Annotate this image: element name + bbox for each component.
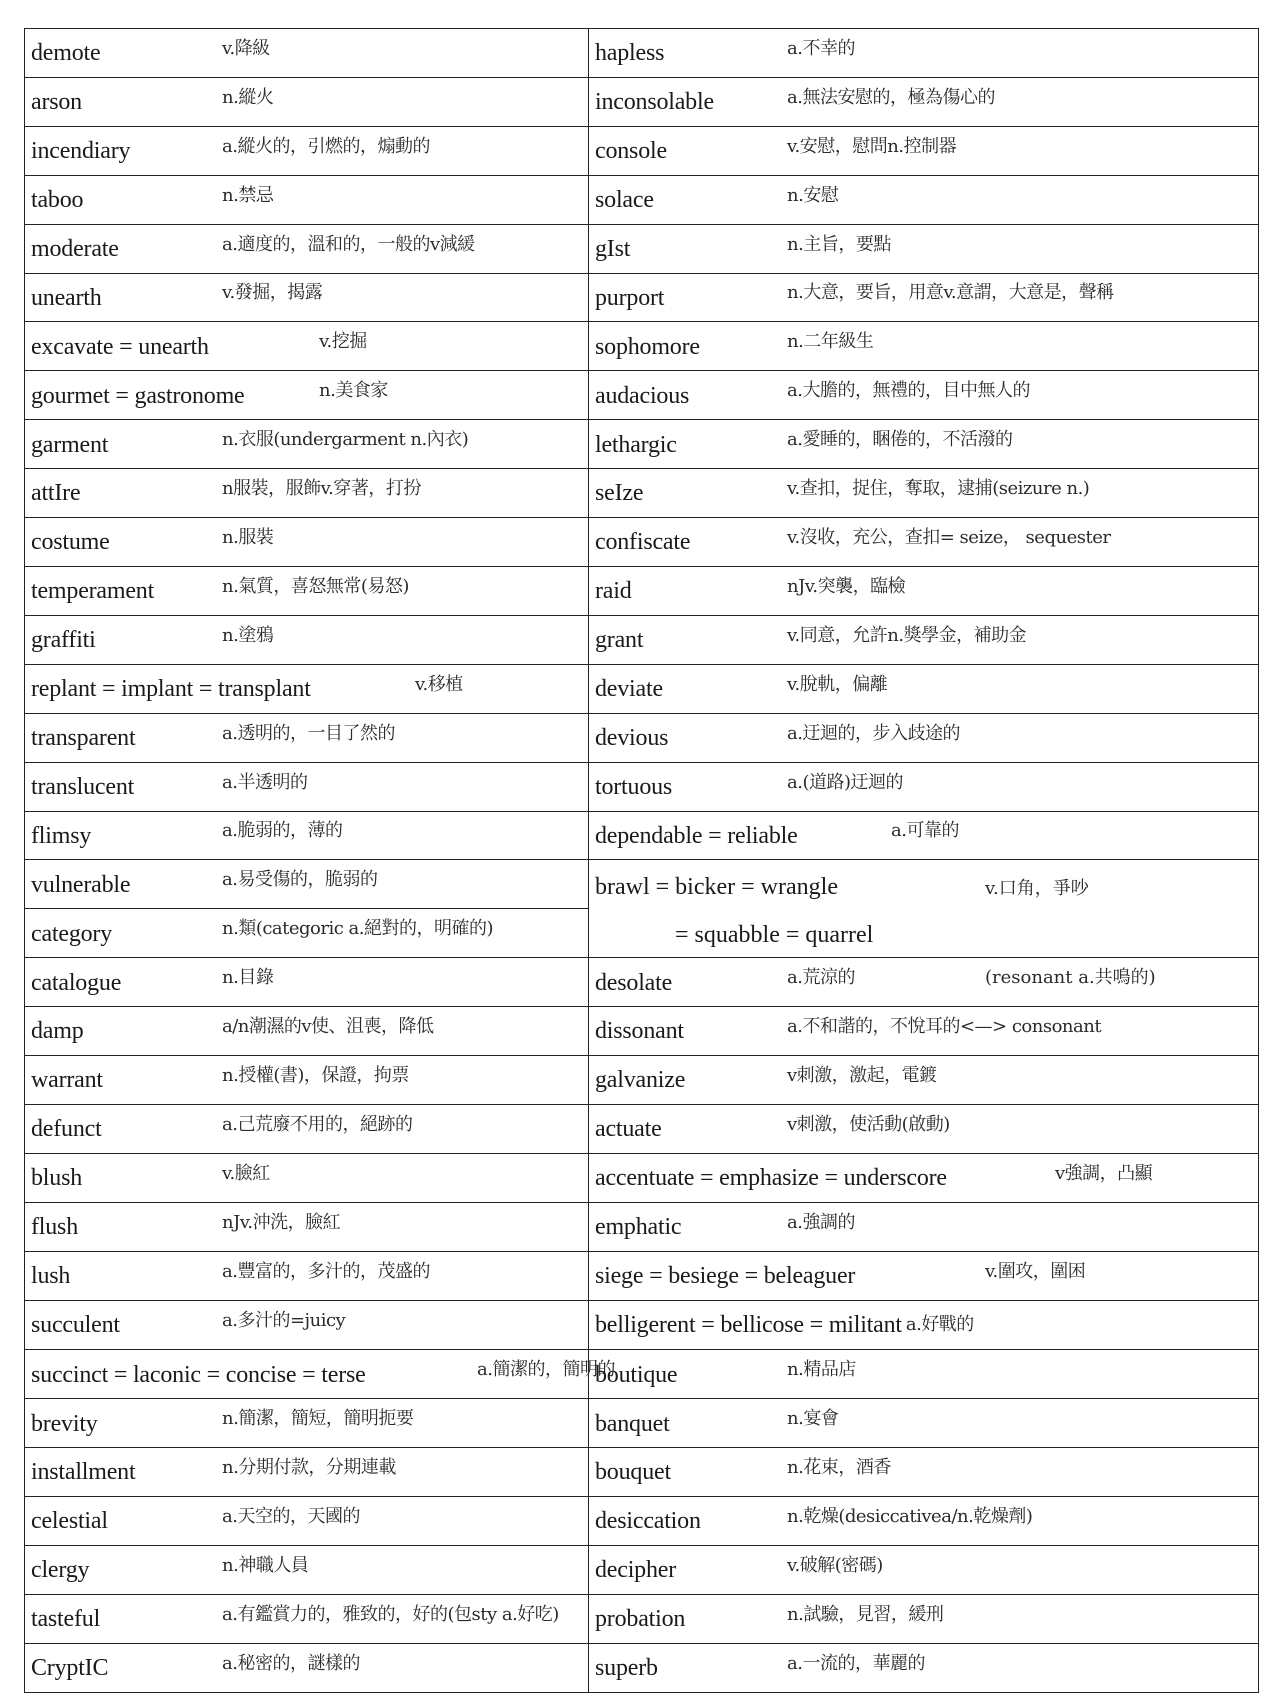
entry-definition: a.秘密的，謎樣的 xyxy=(222,1652,360,1674)
entry-cell-left xyxy=(25,566,589,615)
entry-word: blush xyxy=(31,1165,83,1192)
table-row xyxy=(25,1399,1259,1448)
table-row xyxy=(25,126,1259,175)
table-row xyxy=(25,811,1259,860)
entry-definition: n.分期付款，分期連載 xyxy=(222,1456,396,1478)
table-row xyxy=(25,1056,1259,1105)
entry-word: garment xyxy=(31,431,109,458)
entry-cell-right xyxy=(589,1104,1259,1153)
table-row xyxy=(25,860,1259,909)
entry-word: demote xyxy=(31,40,101,67)
entry-cell-left xyxy=(25,175,589,224)
entry-definition: n.衣服(undergarment n.內衣) xyxy=(222,429,469,451)
entry-definition: a.愛睡的，睏倦的，不活潑的 xyxy=(787,429,1013,451)
entry-word: devious xyxy=(595,725,669,752)
table-row xyxy=(25,1545,1259,1594)
entry-word: actuate xyxy=(595,1116,662,1143)
table-row xyxy=(25,29,1259,78)
entry-definition: a.可靠的 xyxy=(891,820,959,842)
entry-definition: n.神職人員 xyxy=(222,1554,309,1576)
entry-definition: n.簡潔，簡短，簡明扼要 xyxy=(222,1407,414,1429)
entry-definition: a.荒涼的 xyxy=(787,966,855,988)
entry-word: damp xyxy=(31,1018,84,1045)
entry-word: flimsy xyxy=(31,822,92,849)
entry-word: galvanize xyxy=(595,1067,686,1094)
entry-definition: n.大意，要旨，用意v.意謂，大意是，聲稱 xyxy=(787,282,1114,304)
entry-word: translucent xyxy=(31,773,135,800)
entry-definition: a.一流的，華麗的 xyxy=(787,1652,925,1674)
entry-word: accentuate = emphasize = underscore xyxy=(595,1165,947,1192)
entry-word: unearth xyxy=(31,284,102,311)
entry-cell-right xyxy=(589,1056,1259,1105)
entry-word: solace xyxy=(595,187,654,214)
entry-cell-left xyxy=(25,664,589,713)
entry-cell-left xyxy=(25,1153,589,1202)
entry-cell-right xyxy=(589,566,1259,615)
entry-definition: v.查扣，捉住，奪取，逮捕(seizure n.) xyxy=(787,477,1090,499)
table-row xyxy=(25,322,1259,371)
table-row xyxy=(25,77,1259,126)
entry-word: raid xyxy=(595,578,632,605)
entry-word: inconsolable xyxy=(595,89,714,116)
table-row xyxy=(25,1497,1259,1546)
entry-cell-right xyxy=(589,175,1259,224)
entry-definition: n.宴會 xyxy=(787,1407,839,1429)
entry-cell-right xyxy=(589,371,1259,420)
entry-definition: v.降級 xyxy=(222,37,270,59)
entry-cell-left xyxy=(25,1448,589,1497)
entry-definition: a.無法安慰的，極為傷心的 xyxy=(787,86,995,108)
entry-word: gIst xyxy=(595,235,631,262)
entry-word: succulent xyxy=(31,1311,120,1338)
entry-definition: v刺激，使活動(啟動) xyxy=(787,1113,950,1135)
entry-definition: v.臉紅 xyxy=(222,1162,270,1184)
entry-definition: a.半透明的 xyxy=(222,771,308,793)
entry-word: desiccation xyxy=(595,1508,701,1535)
entry-definition: v.發掘，揭露 xyxy=(222,282,323,304)
entry-definition: n.試驗，見習，緩刑 xyxy=(787,1603,944,1625)
entry-word: purport xyxy=(595,284,665,311)
entry-word: brevity xyxy=(31,1410,98,1437)
entry-definition: a.不幸的 xyxy=(787,37,855,59)
entry-cell-left xyxy=(25,811,589,860)
entry-cell-right xyxy=(589,469,1259,518)
entry-cell-left xyxy=(25,1104,589,1153)
entry-definition: a.己荒廢不用的，絕跡的 xyxy=(222,1113,413,1135)
entry-word: superb xyxy=(595,1655,658,1682)
entry-word: belligerent = bellicose = militant xyxy=(595,1311,902,1338)
entry-definition: n.安慰 xyxy=(787,184,839,206)
table-row xyxy=(25,1594,1259,1643)
entry-cell-left xyxy=(25,1545,589,1594)
table-row xyxy=(25,469,1259,518)
table-row xyxy=(25,224,1259,273)
entry-cell-right xyxy=(589,1399,1259,1448)
entry-word: confiscate xyxy=(595,529,691,556)
entry-definition: v強調，凸顯 xyxy=(1055,1162,1153,1184)
entry-definition: a.縱火的，引燃的，煽動的 xyxy=(222,135,430,157)
entry-word: CryptIC xyxy=(31,1655,109,1682)
entry-word: installment xyxy=(31,1459,136,1486)
entry-definition: a.天空的，天國的 xyxy=(222,1505,360,1527)
entry-word: deviate xyxy=(595,676,663,703)
entry-definition: a.大膽的，無禮的，目中無人的 xyxy=(787,380,1030,402)
entry-cell-left xyxy=(25,224,589,273)
entry-word: dependable = reliable xyxy=(595,822,798,849)
entry-word: arson xyxy=(31,89,82,116)
entry-word: taboo xyxy=(31,187,84,214)
entry-word: clergy xyxy=(31,1557,90,1584)
entry-word: tasteful xyxy=(31,1606,101,1633)
entry-word: dissonant xyxy=(595,1018,684,1045)
entry-definition: n.塗鴉 xyxy=(222,624,274,646)
table-row xyxy=(25,762,1259,811)
entry-definition: v.口角，爭吵 xyxy=(985,877,1089,899)
entry-cell-right xyxy=(589,958,1259,1007)
entry-definition: n.主旨，要點 xyxy=(787,233,891,255)
entry-cell-right xyxy=(589,1448,1259,1497)
entry-definition: n.氣質，喜怒無常(易怒) xyxy=(222,575,409,597)
entry-word: brawl = bicker = wrangle xyxy=(595,873,838,900)
entry-definition: a.適度的，溫和的，一般的v減緩 xyxy=(222,233,475,255)
table-row xyxy=(25,566,1259,615)
entry-cell-left xyxy=(25,958,589,1007)
entry-cell-right xyxy=(589,126,1259,175)
entry-cell-left xyxy=(25,615,589,664)
entry-cell-left xyxy=(25,1399,589,1448)
entry-cell-left xyxy=(25,713,589,762)
entry-cell-left xyxy=(25,1251,589,1300)
entry-definition: v.挖掘 xyxy=(319,331,367,353)
entry-definition: a.豐富的，多汁的，茂盛的 xyxy=(222,1260,430,1282)
entry-word: bouquet xyxy=(595,1459,671,1486)
entry-word: probation xyxy=(595,1606,686,1633)
entry-definition: v刺激，激起，電鍍 xyxy=(787,1064,937,1086)
entry-cell-right xyxy=(589,518,1259,567)
table-row xyxy=(25,273,1259,322)
entry-word: incendiary xyxy=(31,138,131,165)
entry-cell-left xyxy=(25,469,589,518)
table-row xyxy=(25,1448,1259,1497)
entry-definition: v.同意，允許n.獎學金，補助金 xyxy=(787,624,1027,646)
entry-definition: a.好戰的 xyxy=(905,1314,974,1336)
entry-word: seIze xyxy=(595,480,644,507)
entry-note: (resonant a.共鳴的) xyxy=(985,966,1156,988)
entry-word: warrant xyxy=(31,1067,103,1094)
entry-cell-right xyxy=(589,1153,1259,1202)
entry-word: attIre xyxy=(31,480,81,507)
entry-definition: v.沒收，充公，查扣= seize， sequester xyxy=(787,526,1111,548)
entry-word: replant = implant = transplant xyxy=(31,676,311,703)
entry-cell-right xyxy=(589,29,1259,78)
entry-definition: a.迂迴的，步入歧途的 xyxy=(787,722,960,744)
entry-definition: a.易受傷的，脆弱的 xyxy=(222,869,378,891)
table-row xyxy=(25,175,1259,224)
entry-cell-right xyxy=(589,77,1259,126)
entry-definition: n.目錄 xyxy=(222,966,274,988)
entry-word: banquet xyxy=(595,1410,670,1437)
entry-word: succinct = laconic = concise = terse xyxy=(31,1361,366,1388)
entry-word: decipher xyxy=(595,1557,677,1584)
entry-cell-left xyxy=(25,1202,589,1251)
table-row xyxy=(25,371,1259,420)
entry-definition: a.(道路)迂迴的 xyxy=(787,771,903,793)
entry-word: console xyxy=(595,138,667,165)
entry-definition: nJv.沖洗，臉紅 xyxy=(222,1211,341,1233)
entry-word: flush xyxy=(31,1214,79,1241)
entry-cell-left xyxy=(25,1594,589,1643)
entry-cell-left xyxy=(25,1007,589,1056)
entry-word: vulnerable xyxy=(31,871,131,898)
entry-definition: a.透明的，一目了然的 xyxy=(222,722,395,744)
table-row xyxy=(25,1350,1259,1399)
entry-definition: n.授權(書)，保證，拘票 xyxy=(222,1064,409,1086)
entry-cell-left xyxy=(25,371,589,420)
entry-cell-left xyxy=(25,1497,589,1546)
entry-definition: n.二年級生 xyxy=(787,331,874,353)
table-row xyxy=(25,1251,1259,1300)
entry-cell-left xyxy=(25,860,589,909)
entry-definition: a.不和諧的，不悅耳的<—> consonant xyxy=(787,1015,1102,1037)
entry-word: moderate xyxy=(31,235,119,262)
entry-cell-right xyxy=(589,1300,1259,1350)
entry-word: celestial xyxy=(31,1508,108,1535)
table-row xyxy=(25,1300,1259,1350)
entry-cell-left xyxy=(25,762,589,811)
entry-cell-left xyxy=(25,909,589,958)
entry-definition: a/n潮濕的v使、沮喪，降低 xyxy=(222,1015,434,1037)
entry-word: siege = besiege = beleaguer xyxy=(595,1262,856,1289)
entry-word: hapless xyxy=(595,40,665,67)
entry-word: grant xyxy=(595,627,644,654)
entry-cell-right xyxy=(589,224,1259,273)
entry-word: temperament xyxy=(31,578,155,605)
entry-word: transparent xyxy=(31,725,136,752)
entry-definition: n服裝，服飾v.穿著，打扮 xyxy=(222,477,421,499)
table-row xyxy=(25,518,1259,567)
entry-cell-right xyxy=(589,1545,1259,1594)
entry-cell-left xyxy=(25,322,589,371)
entry-cell-right xyxy=(589,1251,1259,1300)
entry-definition: n.精品店 xyxy=(787,1359,856,1381)
entry-word: excavate = unearth xyxy=(31,333,209,360)
entry-cell-left xyxy=(25,273,589,322)
entry-word-continued: = squabble = quarrel xyxy=(675,921,874,948)
vocabulary-table xyxy=(24,28,1259,1693)
entry-cell-right xyxy=(589,1007,1259,1056)
table-row xyxy=(25,1643,1259,1692)
table-row xyxy=(25,615,1259,664)
entry-cell-left xyxy=(25,1643,589,1692)
entry-definition: nJv.突襲，臨檢 xyxy=(787,575,906,597)
entry-word: category xyxy=(31,920,113,947)
entry-definition: n.服裝 xyxy=(222,526,274,548)
entry-cell-right xyxy=(589,664,1259,713)
entry-cell-left xyxy=(25,77,589,126)
entry-word: catalogue xyxy=(31,969,122,996)
entry-word: audacious xyxy=(595,382,690,409)
entry-definition: n.乾燥(desiccativea/n.乾燥劑) xyxy=(787,1505,1033,1527)
entry-cell-right xyxy=(589,1202,1259,1251)
entry-cell-left xyxy=(25,1350,615,1399)
entry-word: boutique xyxy=(595,1361,678,1388)
entry-cell-left xyxy=(25,1300,589,1350)
table-row xyxy=(25,713,1259,762)
entry-cell-right xyxy=(589,322,1259,371)
entry-cell-right xyxy=(589,420,1259,469)
entry-cell-right xyxy=(589,1350,1259,1399)
entry-cell-right xyxy=(589,1497,1259,1546)
entry-cell-right xyxy=(589,1643,1259,1692)
entry-word: sophomore xyxy=(595,333,700,360)
entry-cell-left xyxy=(25,29,589,78)
entry-word: desolate xyxy=(595,969,673,996)
table-row xyxy=(25,1202,1259,1251)
entry-definition: n.縱火 xyxy=(222,86,274,108)
entry-word: tortuous xyxy=(595,773,673,800)
entry-cell-left xyxy=(25,126,589,175)
entry-definition: v.破解(密碼) xyxy=(787,1554,883,1576)
entry-definition: a.強調的 xyxy=(787,1211,855,1233)
entry-definition: v.脫軌，偏離 xyxy=(787,673,888,695)
entry-definition: n.禁忌 xyxy=(222,184,274,206)
entry-definition: n.花束，酒香 xyxy=(787,1456,891,1478)
entry-definition: v.安慰，慰問n.控制器 xyxy=(787,135,957,157)
entry-definition: a.脆弱的，薄的 xyxy=(222,820,343,842)
entry-word: defunct xyxy=(31,1116,102,1143)
table-row xyxy=(25,958,1259,1007)
entry-cell-left xyxy=(25,518,589,567)
entry-definition: v.移植 xyxy=(415,673,463,695)
entry-cell-right xyxy=(589,762,1259,811)
entry-definition: n.美食家 xyxy=(319,380,388,402)
entry-cell-left xyxy=(25,1056,589,1105)
entry-word: costume xyxy=(31,529,110,556)
entry-cell-right-merged xyxy=(589,860,1259,958)
table-row xyxy=(25,1153,1259,1202)
entry-word: emphatic xyxy=(595,1214,682,1241)
entry-definition: n.類(categoric a.絕對的，明確的) xyxy=(222,918,494,940)
entry-word: lethargic xyxy=(595,431,677,458)
entry-cell-right xyxy=(589,273,1259,322)
entry-cell-right xyxy=(589,1594,1259,1643)
entry-word: graffiti xyxy=(31,627,96,654)
entry-definition: a.有鑑賞力的，雅致的，好的(包sty a.好吃) xyxy=(222,1603,559,1625)
entry-cell-right xyxy=(589,615,1259,664)
entry-cell-right xyxy=(589,811,1259,860)
entry-word: lush xyxy=(31,1262,71,1289)
table-row xyxy=(25,1104,1259,1153)
entry-definition: v.圍攻，圍困 xyxy=(985,1260,1086,1282)
entry-cell-right xyxy=(589,713,1259,762)
table-row xyxy=(25,420,1259,469)
entry-word: gourmet = gastronome xyxy=(31,382,245,409)
entry-cell-left xyxy=(25,420,589,469)
table-row xyxy=(25,664,1259,713)
entry-definition: a.簡潔的，簡明的 xyxy=(477,1359,615,1381)
table-row xyxy=(25,1007,1259,1056)
entry-definition: a.多汁的=juicy xyxy=(222,1309,346,1331)
